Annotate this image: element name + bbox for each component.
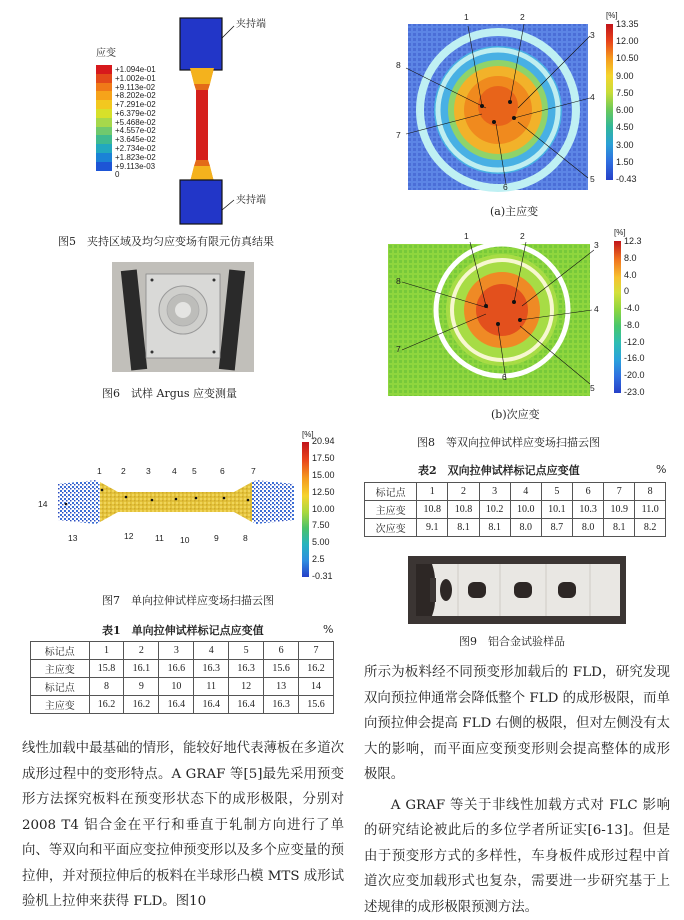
fig8b-point-label: 8 [396,276,401,286]
table1-cell: 16.3 [194,660,229,678]
fig7-colorbar-tick: 20.94 [312,436,335,446]
fig8b-point-label: 5 [590,383,595,393]
table1-cell: 15.6 [264,660,299,678]
table2-cell: 10.2 [479,501,510,519]
fig8-caption: 图8 等双向拉伸试样应变场扫描云图 [417,434,600,450]
table2-cell: 8.1 [479,519,510,537]
fig7-colorbar-tick: 17.50 [312,453,335,463]
fig8a-colorbar-tick: 4.50 [616,122,634,132]
table1-cell: 标记点 [31,642,90,660]
fig5-legend-title: 应变 [96,44,116,59]
fig8a-unit: [%] [606,11,618,20]
fig7-point-label: 7 [251,466,256,476]
table1-cell: 16.6 [159,660,194,678]
fig7-point-label: 13 [68,533,77,543]
fig8b-colorbar-tick: -4.0 [624,303,640,313]
table2-cell: 3 [479,483,510,501]
table2-cell: 1 [417,483,448,501]
left-paragraph: 线性加载中最基础的情形，能较好地代表薄板在多道次成形过程中的变形特点。A GRAF 等[5]最先采用预变形方法探究板料在预变形状态下的成形极限，分别对 2008 T4 铝合金在平行和垂直于轧制方向进行了单向、等双向和平面应变拉伸预变形以及多个应变量的预拉伸，并对预拉伸后的板料在半球形凸模 MTS 成形试验机上拉伸来获得 FLD。图10 [22,736,344,915]
fig5-legend-value: 0 [115,170,119,179]
fig8a-colorbar [606,24,613,180]
table2-unit: % [656,463,666,476]
fig7-colorbar-tick: -0.31 [312,571,333,581]
fig5-legend-value: +7.291e-02 [115,100,156,109]
fig8b-point-label: 7 [396,344,401,354]
fig7-point-label: 2 [121,466,126,476]
right-paragraph-1: 所示为板料经不同预变形加载后的 FLD，研究发现双向预拉伸通常会降低整个 FLD 的成形极限，而单向预拉伸会提高 FLD 右侧的极限，但对左侧没有太大的影响，而平面应变预变形则会提高整体的成形极限。 [364,660,670,788]
fig5-legend-value: +6.379e-02 [115,109,156,118]
fig5-legend-value: +2.734e-02 [115,144,156,153]
table1-cell: 2 [124,642,159,660]
table1-cell: 7 [299,642,334,660]
fig7-colorbar-tick: 12.50 [312,487,335,497]
table1-cell: 16.3 [229,660,264,678]
fig5-legend-row [96,162,156,171]
fig8a-colorbar-tick: 6.00 [616,105,634,115]
table2-cell: 8.7 [541,519,572,537]
table1-cell: 主应变 [31,696,90,714]
fig8b-colorbar-tick: -16.0 [624,353,645,363]
fig8b-strain-scan [384,240,594,400]
table1-cell: 6 [264,642,299,660]
fig5-legend-row [96,171,156,180]
table1-cell: 16.4 [159,696,194,714]
fig5-legend-value: +3.645e-02 [115,135,156,144]
table1-cell: 15.6 [299,696,334,714]
table2-title: 表2 双向拉伸试样标记点应变值 [418,462,580,478]
fig5-legend-swatch [96,91,112,100]
left-column-text [22,736,344,915]
fig5-legend-swatch [96,127,112,136]
table2-cell: 6 [573,483,604,501]
fig5-legend-value: +1.002e-01 [115,74,156,83]
table1-cell: 16.2 [299,660,334,678]
table1-cell: 1 [89,642,124,660]
fig5-legend-swatch [96,100,112,109]
fig5-legend-row [96,74,156,83]
table2-cell: 主应变 [365,501,417,519]
fig8a-colorbar-tick: 10.50 [616,53,639,63]
fig8a-point-label: 7 [396,130,401,140]
fig7-colorbar-tick: 7.50 [312,520,330,530]
table1-unit: % [323,623,333,636]
fig5-legend-swatch [96,83,112,92]
fig5-legend-value: +5.468e-02 [115,118,156,127]
fig8b-point-label: 6 [502,372,507,382]
table2-cell: 10.9 [604,501,635,519]
table2-cell: 7 [604,483,635,501]
table1-row [31,696,334,714]
fig5-caption: 图5 夹持区域及均匀应变场有限元仿真结果 [58,233,274,249]
fig8a-strain-scan [398,18,598,196]
fig7-colorbar-tick: 10.00 [312,504,335,514]
fig7-colorbar-tick: 15.00 [312,470,335,480]
table1-cell: 12 [229,678,264,696]
table2-cell: 8.0 [510,519,541,537]
table2-cell: 9.1 [417,519,448,537]
fig7-point-label: 8 [243,533,248,543]
table2-cell: 4 [510,483,541,501]
fig6-photo [112,262,254,372]
table2-cell: 8.0 [573,519,604,537]
table2-cell: 10.0 [510,501,541,519]
fig5-legend-swatch [96,74,112,83]
fig8b-point-label: 4 [594,304,599,314]
fig7-point-label: 3 [146,466,151,476]
right-paragraph-2: A GRAF 等关于非线性加载方式对 FLC 影响的研究结论被此后的多位学者所证实[6-13]。但是由于预变形方式的多样性，车身板件成形过程中首道次应变加载形式也复杂，需要进一步研究基于上述规律的成形极限预测方法。 [364,793,670,920]
fig8a-point-label: 3 [590,30,595,40]
table1-cell: 11 [194,678,229,696]
table1-cell: 14 [299,678,334,696]
fig5-legend-row [96,109,156,118]
fig5-legend [96,65,156,179]
fig5-legend-row [96,65,156,74]
table1-cell: 5 [229,642,264,660]
fig7-point-label: 1 [97,466,102,476]
table2-cell: 10.8 [417,501,448,519]
table2-row [365,519,666,537]
fig7-unit: [%] [302,430,314,439]
fig5-legend-swatch [96,118,112,127]
fig5-legend-row [96,91,156,100]
table2-cell: 10.8 [448,501,479,519]
fig9-caption: 图9 铝合金试验样品 [459,633,565,649]
fig5-legend-value: +9.113e-03 [115,162,155,171]
table2-cell: 8.1 [448,519,479,537]
fig7-point-label: 12 [124,531,133,541]
table1 [30,641,334,714]
table1-cell: 13 [264,678,299,696]
fig8b-colorbar-tick: 0 [624,286,629,296]
fig5-legend-row [96,127,156,136]
table1-row [31,678,334,696]
fig7-colorbar-tick: 5.00 [312,537,330,547]
table2-cell: 2 [448,483,479,501]
fig5-legend-swatch [96,109,112,118]
fig8b-colorbar-tick: -23.0 [624,387,645,397]
table1-cell: 8 [89,678,124,696]
fig8b-point-label: 2 [520,231,525,241]
fig7-point-label: 11 [155,533,164,543]
fig8b-point-label: 1 [464,231,469,241]
table1-cell: 4 [194,642,229,660]
fig8a-point-label: 1 [464,12,469,22]
fig8a-point-label: 2 [520,12,525,22]
fig8b-colorbar-tick: 4.0 [624,270,637,280]
fig7-point-label: 6 [220,466,225,476]
table1-cell: 16.2 [124,696,159,714]
table2-cell: 5 [541,483,572,501]
fig8a-point-label: 6 [503,182,508,192]
table2-cell: 次应变 [365,519,417,537]
table2-cell: 10.1 [541,501,572,519]
fig5-legend-value: +1.094e-01 [115,65,156,74]
fig8a-colorbar-tick: 13.35 [616,19,639,29]
fig8b-caption: (b)次应变 [491,406,540,422]
fig8b-unit: [%] [614,228,626,237]
fig8a-colorbar-tick: 12.00 [616,36,639,46]
fig5-legend-row [96,135,156,144]
table2 [364,482,666,537]
table1-cell: 主应变 [31,660,90,678]
fig7-point-label: 4 [172,466,177,476]
table1-cell: 15.8 [89,660,124,678]
fig5-legend-row [96,100,156,109]
fig5-legend-row [96,118,156,127]
table1-cell: 16.3 [264,696,299,714]
table2-cell: 8 [635,483,666,501]
fig5-legend-swatch [96,171,112,180]
table1-row [31,642,334,660]
fig5-clamp-top-label: 夹持端 [236,15,266,30]
fig8a-point-label: 8 [396,60,401,70]
table1-cell: 10 [159,678,194,696]
table1-cell: 16.1 [124,660,159,678]
fig5-legend-swatch [96,162,112,171]
table2-cell: 11.0 [635,501,666,519]
fig8b-colorbar [614,241,621,393]
fig5-legend-row [96,83,156,92]
fig5-legend-swatch [96,65,112,74]
fig8a-colorbar-tick: -0.43 [616,174,637,184]
table1-title: 表1 单向拉伸试样标记点应变值 [102,622,264,638]
fig7-colorbar [302,442,309,577]
fig5-legend-swatch [96,144,112,153]
fig8b-colorbar-tick: -20.0 [624,370,645,380]
fig6-caption: 图6 试样 Argus 应变测量 [102,385,237,401]
fig8a-point-label: 4 [590,92,595,102]
table1-cell: 16.4 [194,696,229,714]
fig5-legend-swatch [96,153,112,162]
fig5-legend-value: +1.823e-02 [115,153,156,162]
fig5-legend-value: +4.557e-02 [115,126,156,135]
fig7-caption: 图7 单向拉伸试样应变场扫描云图 [102,592,274,608]
table1-cell: 16.4 [229,696,264,714]
fig5-legend-row [96,153,156,162]
table2-cell: 10.3 [573,501,604,519]
fig5-legend-value: +8.202e-02 [115,91,156,100]
table2-row [365,483,666,501]
fig7-point-label: 9 [214,533,219,543]
fig8b-colorbar-tick: -12.0 [624,337,645,347]
fig8b-colorbar-tick: 8.0 [624,253,637,263]
fig7-colorbar-tick: 2.5 [312,554,325,564]
fig8b-colorbar-tick: -8.0 [624,320,640,330]
fig7-point-14: 14 [38,499,47,509]
fig5-legend-swatch [96,135,112,144]
fig8a-caption: (a)主应变 [490,203,538,219]
table1-cell: 3 [159,642,194,660]
fig9-photo [408,556,626,624]
fig8b-point-label: 3 [594,240,599,250]
fig7-point-label: 5 [192,466,197,476]
table1-row [31,660,334,678]
fig8a-point-label: 5 [590,174,595,184]
fig7-strain-scan [56,470,296,530]
fig8a-colorbar-tick: 3.00 [616,140,634,150]
table1-cell: 9 [124,678,159,696]
fig5-legend-value: +9.113e-02 [115,83,155,92]
table2-cell: 8.2 [635,519,666,537]
table1-cell: 16.2 [89,696,124,714]
fig5-legend-row [96,144,156,153]
fig5-clamp-bottom-label: 夹持端 [236,191,266,206]
fig7-point-label: 10 [180,535,189,545]
fig8a-colorbar-tick: 9.00 [616,71,634,81]
table2-row [365,501,666,519]
table1-cell: 标记点 [31,678,90,696]
table2-cell: 标记点 [365,483,417,501]
fig8a-colorbar-tick: 1.50 [616,157,634,167]
fig8b-colorbar-tick: 12.3 [624,236,642,246]
right-column-text [364,660,670,920]
fig8a-colorbar-tick: 7.50 [616,88,634,98]
table2-cell: 8.1 [604,519,635,537]
